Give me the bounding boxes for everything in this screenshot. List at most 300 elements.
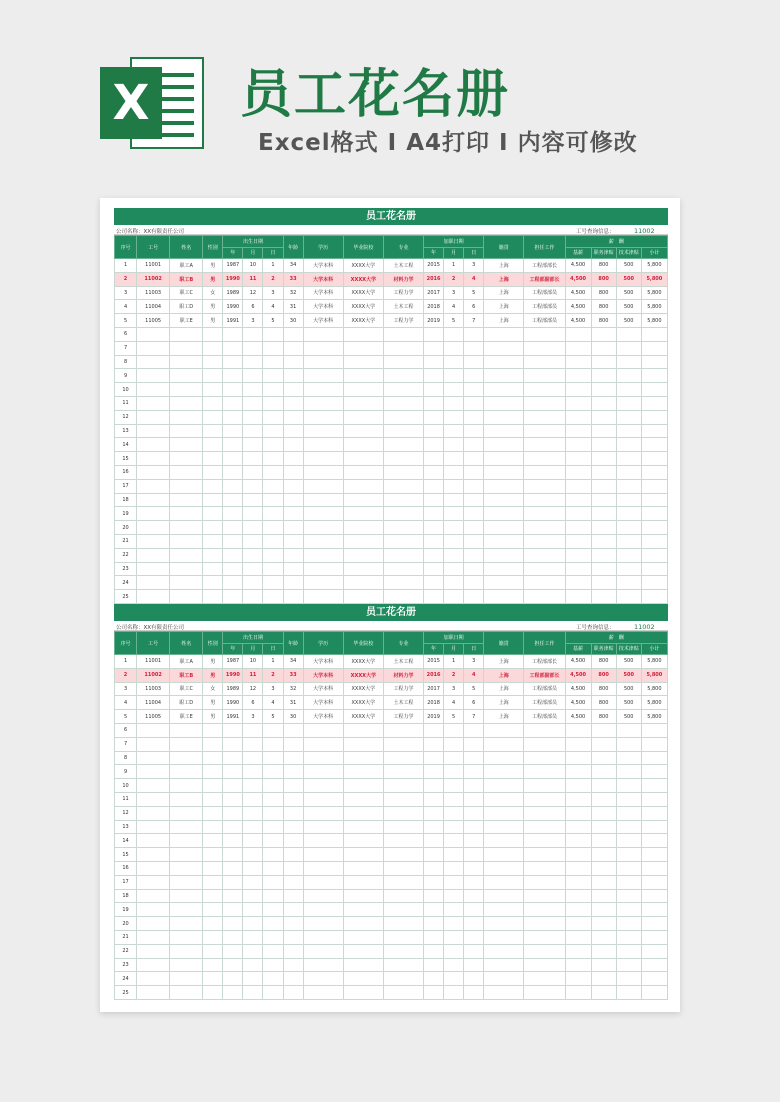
empty-cell[interactable] xyxy=(223,396,243,410)
gender-cell[interactable]: 女 xyxy=(203,682,223,696)
empty-cell[interactable] xyxy=(444,889,464,903)
empty-cell[interactable] xyxy=(424,590,444,604)
empty-cell[interactable] xyxy=(484,452,524,466)
empty-cell[interactable] xyxy=(444,820,464,834)
empty-cell[interactable] xyxy=(616,341,641,355)
gender-cell[interactable]: 男 xyxy=(203,272,223,286)
empty-cell[interactable] xyxy=(464,383,484,397)
empty-cell[interactable] xyxy=(444,410,464,424)
empty-cell[interactable] xyxy=(170,465,203,479)
birth-day-cell[interactable]: 3 xyxy=(263,682,283,696)
empty-cell[interactable] xyxy=(383,465,423,479)
empty-cell[interactable] xyxy=(484,875,524,889)
seq-cell[interactable]: 14 xyxy=(115,834,137,848)
origin-cell[interactable]: 上海 xyxy=(484,655,524,669)
empty-cell[interactable] xyxy=(223,958,243,972)
empty-cell[interactable] xyxy=(137,590,170,604)
seq-cell[interactable]: 5 xyxy=(115,314,137,328)
empty-cell[interactable] xyxy=(383,534,423,548)
empty-cell[interactable] xyxy=(263,792,283,806)
empty-cell[interactable] xyxy=(424,848,444,862)
school-cell[interactable]: XXXX大学 xyxy=(343,259,383,273)
empty-cell[interactable] xyxy=(464,590,484,604)
empty-cell[interactable] xyxy=(383,341,423,355)
seq-cell[interactable]: 16 xyxy=(115,861,137,875)
base-salary-cell[interactable]: 4,500 xyxy=(565,314,591,328)
school-cell[interactable]: XXXX大学 xyxy=(343,696,383,710)
empty-cell[interactable] xyxy=(524,424,565,438)
empty-cell[interactable] xyxy=(243,534,263,548)
empty-cell[interactable] xyxy=(283,930,303,944)
empty-cell[interactable] xyxy=(243,944,263,958)
school-cell[interactable]: XXXX大学 xyxy=(343,655,383,669)
empty-cell[interactable] xyxy=(444,958,464,972)
empty-cell[interactable] xyxy=(565,396,591,410)
empty-cell[interactable] xyxy=(484,493,524,507)
emp-no-cell[interactable]: 11001 xyxy=(137,655,170,669)
empty-cell[interactable] xyxy=(203,562,223,576)
empty-cell[interactable] xyxy=(283,903,303,917)
empty-cell[interactable] xyxy=(283,806,303,820)
empty-cell[interactable] xyxy=(303,383,343,397)
empty-cell[interactable] xyxy=(464,861,484,875)
empty-cell[interactable] xyxy=(243,438,263,452)
post-allowance-cell[interactable]: 800 xyxy=(591,696,616,710)
empty-cell[interactable] xyxy=(383,410,423,424)
empty-cell[interactable] xyxy=(203,792,223,806)
empty-cell[interactable] xyxy=(243,424,263,438)
empty-cell[interactable] xyxy=(484,369,524,383)
empty-cell[interactable] xyxy=(203,944,223,958)
birth-day-cell[interactable]: 3 xyxy=(263,286,283,300)
empty-cell[interactable] xyxy=(464,903,484,917)
empty-cell[interactable] xyxy=(170,424,203,438)
education-cell[interactable]: 大学本科 xyxy=(303,259,343,273)
empty-cell[interactable] xyxy=(464,972,484,986)
empty-cell[interactable] xyxy=(484,424,524,438)
birth-year-cell[interactable]: 1990 xyxy=(223,696,243,710)
empty-cell[interactable] xyxy=(524,479,565,493)
join-day-cell[interactable]: 3 xyxy=(464,655,484,669)
seq-cell[interactable]: 24 xyxy=(115,576,137,590)
name-cell[interactable]: 职工C xyxy=(170,286,203,300)
empty-cell[interactable] xyxy=(137,369,170,383)
empty-cell[interactable] xyxy=(591,424,616,438)
empty-cell[interactable] xyxy=(383,507,423,521)
empty-cell[interactable] xyxy=(303,875,343,889)
school-cell[interactable]: XXXX大学 xyxy=(343,272,383,286)
empty-cell[interactable] xyxy=(464,493,484,507)
empty-cell[interactable] xyxy=(223,424,243,438)
empty-cell[interactable] xyxy=(203,779,223,793)
empty-cell[interactable] xyxy=(383,889,423,903)
empty-cell[interactable] xyxy=(283,479,303,493)
empty-cell[interactable] xyxy=(524,986,565,1000)
empty-cell[interactable] xyxy=(203,452,223,466)
seq-cell[interactable]: 21 xyxy=(115,930,137,944)
seq-cell[interactable]: 24 xyxy=(115,972,137,986)
name-cell[interactable]: 职工C xyxy=(170,682,203,696)
empty-cell[interactable] xyxy=(464,806,484,820)
empty-cell[interactable] xyxy=(283,355,303,369)
seq-cell[interactable]: 15 xyxy=(115,848,137,862)
empty-cell[interactable] xyxy=(283,590,303,604)
empty-cell[interactable] xyxy=(303,917,343,931)
empty-cell[interactable] xyxy=(343,958,383,972)
empty-cell[interactable] xyxy=(263,875,283,889)
empty-cell[interactable] xyxy=(243,383,263,397)
empty-cell[interactable] xyxy=(524,548,565,562)
empty-cell[interactable] xyxy=(343,424,383,438)
empty-cell[interactable] xyxy=(383,848,423,862)
empty-cell[interactable] xyxy=(303,562,343,576)
empty-cell[interactable] xyxy=(591,958,616,972)
empty-cell[interactable] xyxy=(464,792,484,806)
empty-cell[interactable] xyxy=(170,751,203,765)
empty-cell[interactable] xyxy=(170,792,203,806)
empty-cell[interactable] xyxy=(565,889,591,903)
seq-cell[interactable]: 7 xyxy=(115,737,137,751)
empty-cell[interactable] xyxy=(283,383,303,397)
empty-cell[interactable] xyxy=(343,383,383,397)
empty-cell[interactable] xyxy=(524,493,565,507)
empty-cell[interactable] xyxy=(424,548,444,562)
empty-cell[interactable] xyxy=(565,986,591,1000)
school-cell[interactable]: XXXX大学 xyxy=(343,710,383,724)
tech-allowance-cell[interactable]: 500 xyxy=(616,668,641,682)
join-year-cell[interactable]: 2016 xyxy=(424,272,444,286)
subtotal-cell[interactable]: 5,800 xyxy=(641,655,667,669)
empty-cell[interactable] xyxy=(424,779,444,793)
empty-cell[interactable] xyxy=(303,723,343,737)
empty-cell[interactable] xyxy=(464,327,484,341)
empty-cell[interactable] xyxy=(137,562,170,576)
seq-cell[interactable]: 16 xyxy=(115,465,137,479)
empty-cell[interactable] xyxy=(524,534,565,548)
empty-cell[interactable] xyxy=(591,848,616,862)
empty-cell[interactable] xyxy=(203,861,223,875)
empty-cell[interactable] xyxy=(565,930,591,944)
empty-cell[interactable] xyxy=(641,410,667,424)
empty-cell[interactable] xyxy=(343,438,383,452)
empty-cell[interactable] xyxy=(303,590,343,604)
empty-cell[interactable] xyxy=(223,548,243,562)
empty-cell[interactable] xyxy=(343,792,383,806)
empty-cell[interactable] xyxy=(524,737,565,751)
empty-cell[interactable] xyxy=(524,383,565,397)
empty-cell[interactable] xyxy=(383,806,423,820)
empty-cell[interactable] xyxy=(524,369,565,383)
join-year-cell[interactable]: 2019 xyxy=(424,314,444,328)
seq-cell[interactable]: 23 xyxy=(115,958,137,972)
empty-cell[interactable] xyxy=(524,820,565,834)
empty-cell[interactable] xyxy=(343,806,383,820)
empty-cell[interactable] xyxy=(170,848,203,862)
join-year-cell[interactable]: 2018 xyxy=(424,696,444,710)
empty-cell[interactable] xyxy=(137,834,170,848)
empty-cell[interactable] xyxy=(641,986,667,1000)
empty-cell[interactable] xyxy=(263,944,283,958)
post-allowance-cell[interactable]: 800 xyxy=(591,300,616,314)
empty-cell[interactable] xyxy=(170,562,203,576)
empty-cell[interactable] xyxy=(444,944,464,958)
empty-cell[interactable] xyxy=(137,396,170,410)
empty-cell[interactable] xyxy=(464,958,484,972)
empty-cell[interactable] xyxy=(591,548,616,562)
position-cell[interactable]: 工程部部长 xyxy=(524,259,565,273)
tech-allowance-cell[interactable]: 500 xyxy=(616,286,641,300)
subtotal-cell[interactable]: 5,800 xyxy=(641,696,667,710)
empty-cell[interactable] xyxy=(303,341,343,355)
seq-cell[interactable]: 23 xyxy=(115,562,137,576)
empty-cell[interactable] xyxy=(223,875,243,889)
age-cell[interactable]: 31 xyxy=(283,696,303,710)
empty-cell[interactable] xyxy=(591,806,616,820)
lookup-input[interactable]: 11002 xyxy=(634,622,655,631)
empty-cell[interactable] xyxy=(283,493,303,507)
empty-cell[interactable] xyxy=(283,765,303,779)
empty-cell[interactable] xyxy=(464,396,484,410)
empty-cell[interactable] xyxy=(383,737,423,751)
empty-cell[interactable] xyxy=(383,723,423,737)
origin-cell[interactable]: 上海 xyxy=(484,696,524,710)
empty-cell[interactable] xyxy=(484,903,524,917)
empty-cell[interactable] xyxy=(223,820,243,834)
empty-cell[interactable] xyxy=(641,562,667,576)
empty-cell[interactable] xyxy=(565,507,591,521)
empty-cell[interactable] xyxy=(616,396,641,410)
empty-cell[interactable] xyxy=(303,452,343,466)
empty-cell[interactable] xyxy=(444,355,464,369)
empty-cell[interactable] xyxy=(170,875,203,889)
empty-cell[interactable] xyxy=(383,765,423,779)
empty-cell[interactable] xyxy=(203,438,223,452)
empty-cell[interactable] xyxy=(343,765,383,779)
empty-cell[interactable] xyxy=(283,820,303,834)
empty-cell[interactable] xyxy=(524,327,565,341)
empty-cell[interactable] xyxy=(424,917,444,931)
empty-cell[interactable] xyxy=(223,848,243,862)
empty-cell[interactable] xyxy=(223,889,243,903)
empty-cell[interactable] xyxy=(170,806,203,820)
empty-cell[interactable] xyxy=(343,548,383,562)
empty-cell[interactable] xyxy=(343,521,383,535)
join-year-cell[interactable]: 2015 xyxy=(424,655,444,669)
empty-cell[interactable] xyxy=(484,534,524,548)
empty-cell[interactable] xyxy=(203,986,223,1000)
empty-cell[interactable] xyxy=(641,972,667,986)
empty-cell[interactable] xyxy=(283,944,303,958)
empty-cell[interactable] xyxy=(591,327,616,341)
empty-cell[interactable] xyxy=(444,369,464,383)
empty-cell[interactable] xyxy=(170,972,203,986)
seq-cell[interactable]: 6 xyxy=(115,723,137,737)
seq-cell[interactable]: 12 xyxy=(115,410,137,424)
empty-cell[interactable] xyxy=(243,861,263,875)
empty-cell[interactable] xyxy=(616,861,641,875)
empty-cell[interactable] xyxy=(565,958,591,972)
empty-cell[interactable] xyxy=(524,792,565,806)
empty-cell[interactable] xyxy=(484,792,524,806)
empty-cell[interactable] xyxy=(137,507,170,521)
education-cell[interactable]: 大学本科 xyxy=(303,314,343,328)
empty-cell[interactable] xyxy=(263,424,283,438)
empty-cell[interactable] xyxy=(283,465,303,479)
empty-cell[interactable] xyxy=(283,779,303,793)
empty-cell[interactable] xyxy=(243,723,263,737)
join-day-cell[interactable]: 6 xyxy=(464,696,484,710)
empty-cell[interactable] xyxy=(283,369,303,383)
empty-cell[interactable] xyxy=(616,889,641,903)
empty-cell[interactable] xyxy=(616,465,641,479)
empty-cell[interactable] xyxy=(484,751,524,765)
major-cell[interactable]: 工程力学 xyxy=(383,314,423,328)
empty-cell[interactable] xyxy=(464,534,484,548)
empty-cell[interactable] xyxy=(243,590,263,604)
name-cell[interactable]: 职工D xyxy=(170,696,203,710)
empty-cell[interactable] xyxy=(243,834,263,848)
empty-cell[interactable] xyxy=(424,903,444,917)
empty-cell[interactable] xyxy=(616,848,641,862)
empty-cell[interactable] xyxy=(303,369,343,383)
empty-cell[interactable] xyxy=(591,820,616,834)
seq-cell[interactable]: 2 xyxy=(115,272,137,286)
empty-cell[interactable] xyxy=(524,848,565,862)
gender-cell[interactable]: 男 xyxy=(203,710,223,724)
empty-cell[interactable] xyxy=(641,875,667,889)
empty-cell[interactable] xyxy=(524,396,565,410)
empty-cell[interactable] xyxy=(641,507,667,521)
join-year-cell[interactable]: 2017 xyxy=(424,682,444,696)
empty-cell[interactable] xyxy=(203,548,223,562)
empty-cell[interactable] xyxy=(424,562,444,576)
seq-cell[interactable]: 14 xyxy=(115,438,137,452)
empty-cell[interactable] xyxy=(565,521,591,535)
empty-cell[interactable] xyxy=(524,590,565,604)
empty-cell[interactable] xyxy=(283,834,303,848)
empty-cell[interactable] xyxy=(383,930,423,944)
seq-cell[interactable]: 11 xyxy=(115,396,137,410)
empty-cell[interactable] xyxy=(616,493,641,507)
empty-cell[interactable] xyxy=(170,917,203,931)
birth-year-cell[interactable]: 1991 xyxy=(223,710,243,724)
empty-cell[interactable] xyxy=(137,534,170,548)
empty-cell[interactable] xyxy=(263,465,283,479)
empty-cell[interactable] xyxy=(137,383,170,397)
subtotal-cell[interactable]: 5,800 xyxy=(641,682,667,696)
empty-cell[interactable] xyxy=(137,737,170,751)
empty-cell[interactable] xyxy=(137,355,170,369)
empty-cell[interactable] xyxy=(303,972,343,986)
empty-cell[interactable] xyxy=(303,396,343,410)
empty-cell[interactable] xyxy=(383,479,423,493)
birth-month-cell[interactable]: 6 xyxy=(243,696,263,710)
empty-cell[interactable] xyxy=(616,327,641,341)
post-allowance-cell[interactable]: 800 xyxy=(591,710,616,724)
origin-cell[interactable]: 上海 xyxy=(484,668,524,682)
empty-cell[interactable] xyxy=(444,875,464,889)
empty-cell[interactable] xyxy=(444,521,464,535)
empty-cell[interactable] xyxy=(243,341,263,355)
join-month-cell[interactable]: 3 xyxy=(444,286,464,300)
empty-cell[interactable] xyxy=(263,383,283,397)
birth-year-cell[interactable]: 1990 xyxy=(223,668,243,682)
empty-cell[interactable] xyxy=(383,383,423,397)
empty-cell[interactable] xyxy=(303,479,343,493)
empty-cell[interactable] xyxy=(565,369,591,383)
empty-cell[interactable] xyxy=(223,576,243,590)
empty-cell[interactable] xyxy=(263,396,283,410)
position-cell[interactable]: 工程部副部长 xyxy=(524,668,565,682)
empty-cell[interactable] xyxy=(424,493,444,507)
empty-cell[interactable] xyxy=(524,834,565,848)
empty-cell[interactable] xyxy=(223,479,243,493)
birth-day-cell[interactable]: 2 xyxy=(263,272,283,286)
tech-allowance-cell[interactable]: 500 xyxy=(616,655,641,669)
empty-cell[interactable] xyxy=(565,452,591,466)
empty-cell[interactable] xyxy=(303,327,343,341)
birth-day-cell[interactable]: 1 xyxy=(263,655,283,669)
empty-cell[interactable] xyxy=(137,903,170,917)
empty-cell[interactable] xyxy=(565,465,591,479)
empty-cell[interactable] xyxy=(565,834,591,848)
empty-cell[interactable] xyxy=(444,383,464,397)
empty-cell[interactable] xyxy=(383,834,423,848)
empty-cell[interactable] xyxy=(137,944,170,958)
birth-month-cell[interactable]: 11 xyxy=(243,668,263,682)
empty-cell[interactable] xyxy=(283,562,303,576)
seq-cell[interactable]: 8 xyxy=(115,355,137,369)
empty-cell[interactable] xyxy=(223,341,243,355)
empty-cell[interactable] xyxy=(223,562,243,576)
empty-cell[interactable] xyxy=(203,723,223,737)
empty-cell[interactable] xyxy=(170,930,203,944)
empty-cell[interactable] xyxy=(170,820,203,834)
empty-cell[interactable] xyxy=(343,917,383,931)
empty-cell[interactable] xyxy=(424,410,444,424)
empty-cell[interactable] xyxy=(464,355,484,369)
empty-cell[interactable] xyxy=(641,723,667,737)
empty-cell[interactable] xyxy=(424,986,444,1000)
empty-cell[interactable] xyxy=(383,355,423,369)
seq-cell[interactable]: 8 xyxy=(115,751,137,765)
empty-cell[interactable] xyxy=(283,958,303,972)
empty-cell[interactable] xyxy=(424,452,444,466)
seq-cell[interactable]: 18 xyxy=(115,889,137,903)
empty-cell[interactable] xyxy=(343,723,383,737)
empty-cell[interactable] xyxy=(223,452,243,466)
empty-cell[interactable] xyxy=(263,534,283,548)
birth-day-cell[interactable]: 2 xyxy=(263,668,283,682)
empty-cell[interactable] xyxy=(444,751,464,765)
empty-cell[interactable] xyxy=(524,452,565,466)
empty-cell[interactable] xyxy=(484,779,524,793)
empty-cell[interactable] xyxy=(203,410,223,424)
empty-cell[interactable] xyxy=(203,424,223,438)
major-cell[interactable]: 工程力学 xyxy=(383,286,423,300)
empty-cell[interactable] xyxy=(383,493,423,507)
empty-cell[interactable] xyxy=(524,958,565,972)
empty-cell[interactable] xyxy=(565,903,591,917)
empty-cell[interactable] xyxy=(616,972,641,986)
empty-cell[interactable] xyxy=(641,903,667,917)
empty-cell[interactable] xyxy=(484,889,524,903)
empty-cell[interactable] xyxy=(137,723,170,737)
empty-cell[interactable] xyxy=(591,521,616,535)
empty-cell[interactable] xyxy=(424,424,444,438)
empty-cell[interactable] xyxy=(444,930,464,944)
empty-cell[interactable] xyxy=(641,792,667,806)
